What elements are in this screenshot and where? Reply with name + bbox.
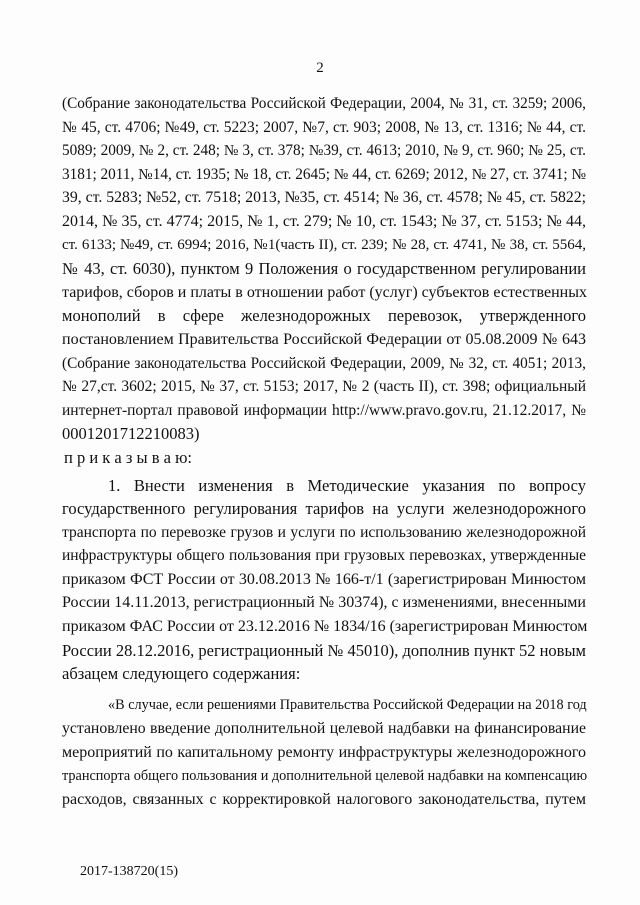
text-line: транспорта общего пользования и дополнительной целевой надбавки на компенсацию [62,767,588,784]
text-line: государственного регулирования тарифов на услуги железнодорожного [62,499,586,519]
item-1-paragraph [62,474,586,686]
text-line: приказом ФАС России от 23.12.2016 № 1834/16 (зарегистрирован Минюстом [62,618,588,636]
page-number: 2 [316,60,324,76]
text-line: инфраструктуры общего пользования при грузовых перевозках, утвержденные [62,547,586,565]
text-line: 39, ст. 5283; №52, ст. 7518; 2013, №35, ст. 4514; № 36, ст. 4578; № 45, ст. 5822; [62,189,586,207]
quoted-amendment [62,694,586,812]
order-heading: п р и к а з ы в а ю: [64,447,193,467]
text-line: 3181; 2011, №14, ст. 1935; № 18, ст. 2645; № 44, ст. 6269; 2012, № 27, ст. 3741; № [62,165,586,183]
text-line: 0001201712210083) [62,424,200,444]
text-line: 1. Внести изменения в Методические указания по вопросу [108,475,586,495]
text-line: расходов, связанных с корректировкой налогового законодательства, путем [62,791,586,809]
document-code: 2017-138720(15) [80,864,178,879]
text-line: России 14.11.2013, регистрационный № 30374), с изменениями, внесенными [62,594,586,612]
text-line: № 43, ст. 6030), пунктом 9 Положения о государственном регулировании [62,259,586,279]
text-line: монополий в сфере железнодорожных перевозок, утвержденного [62,306,586,326]
text-line: абзацем следующего содержания: [62,664,301,684]
text-line: установлено введение дополнительной целевой надбавки на финансирование [62,720,586,738]
paragraph-legal-references [62,92,586,446]
text-line: (Собрание законодательства Российской Федерации, 2004, № 31, ст. 3259; 2006, [62,95,586,112]
text-line: России 28.12.2016, регистрационный № 45010), дополнив пункт 52 новым [62,640,586,660]
text-line: № 27,ст. 3602; 2015, № 37, ст. 5153; 2017, № 2 (часть II), ст. 398; официальный [62,378,586,396]
text-line: мероприятий по капитальному ремонту инфраструктуры железнодорожного [62,744,586,762]
text-line: № 45, ст. 4706; №49, ст. 5223; 2007, №7, ст. 903; 2008, № 13, ст. 1316; № 44, ст. [62,118,586,136]
text-line: «В случае, если решениями Правительства Российской Федерации на 2018 год [108,696,587,713]
document-body [62,92,586,812]
text-line: тарифов, сборов и платы в отношении работ (услуг) субъектов естественных [62,283,587,301]
text-line: ст. 6133; №49, ст. 6994; 2016, №1(часть II), ст. 239; № 28, ст. 4741, № 38, ст. 5564, [62,236,586,253]
text-line: приказом ФСТ России от 30.08.2013 № 166-т/1 (зарегистрирован Минюстом [62,570,586,588]
text-line: 2014, № 35, ст. 4774; 2015, № 1, ст. 279; № 10, ст. 1543; № 37, ст. 5153; № 44, [62,212,586,230]
text-line: постановлением Правительства Российской Федерации от 05.08.2009 № 643 [62,330,586,348]
text-line: интернет-портал правовой информации http://www.pravo.gov.ru, 21.12.2017, № [62,401,586,419]
text-line: 5089; 2009, № 2, ст. 248; № 3, ст. 378; №39, ст. 4613; 2010, № 9, ст. 960; № 25, ст. [62,142,586,160]
text-line: транспорта по перевозке грузов и услуги по использованию железнодорожной [62,523,586,541]
text-line: (Собрание законодательства Российской Федерации, 2009, № 32, ст. 4051; 2013, [62,354,586,372]
